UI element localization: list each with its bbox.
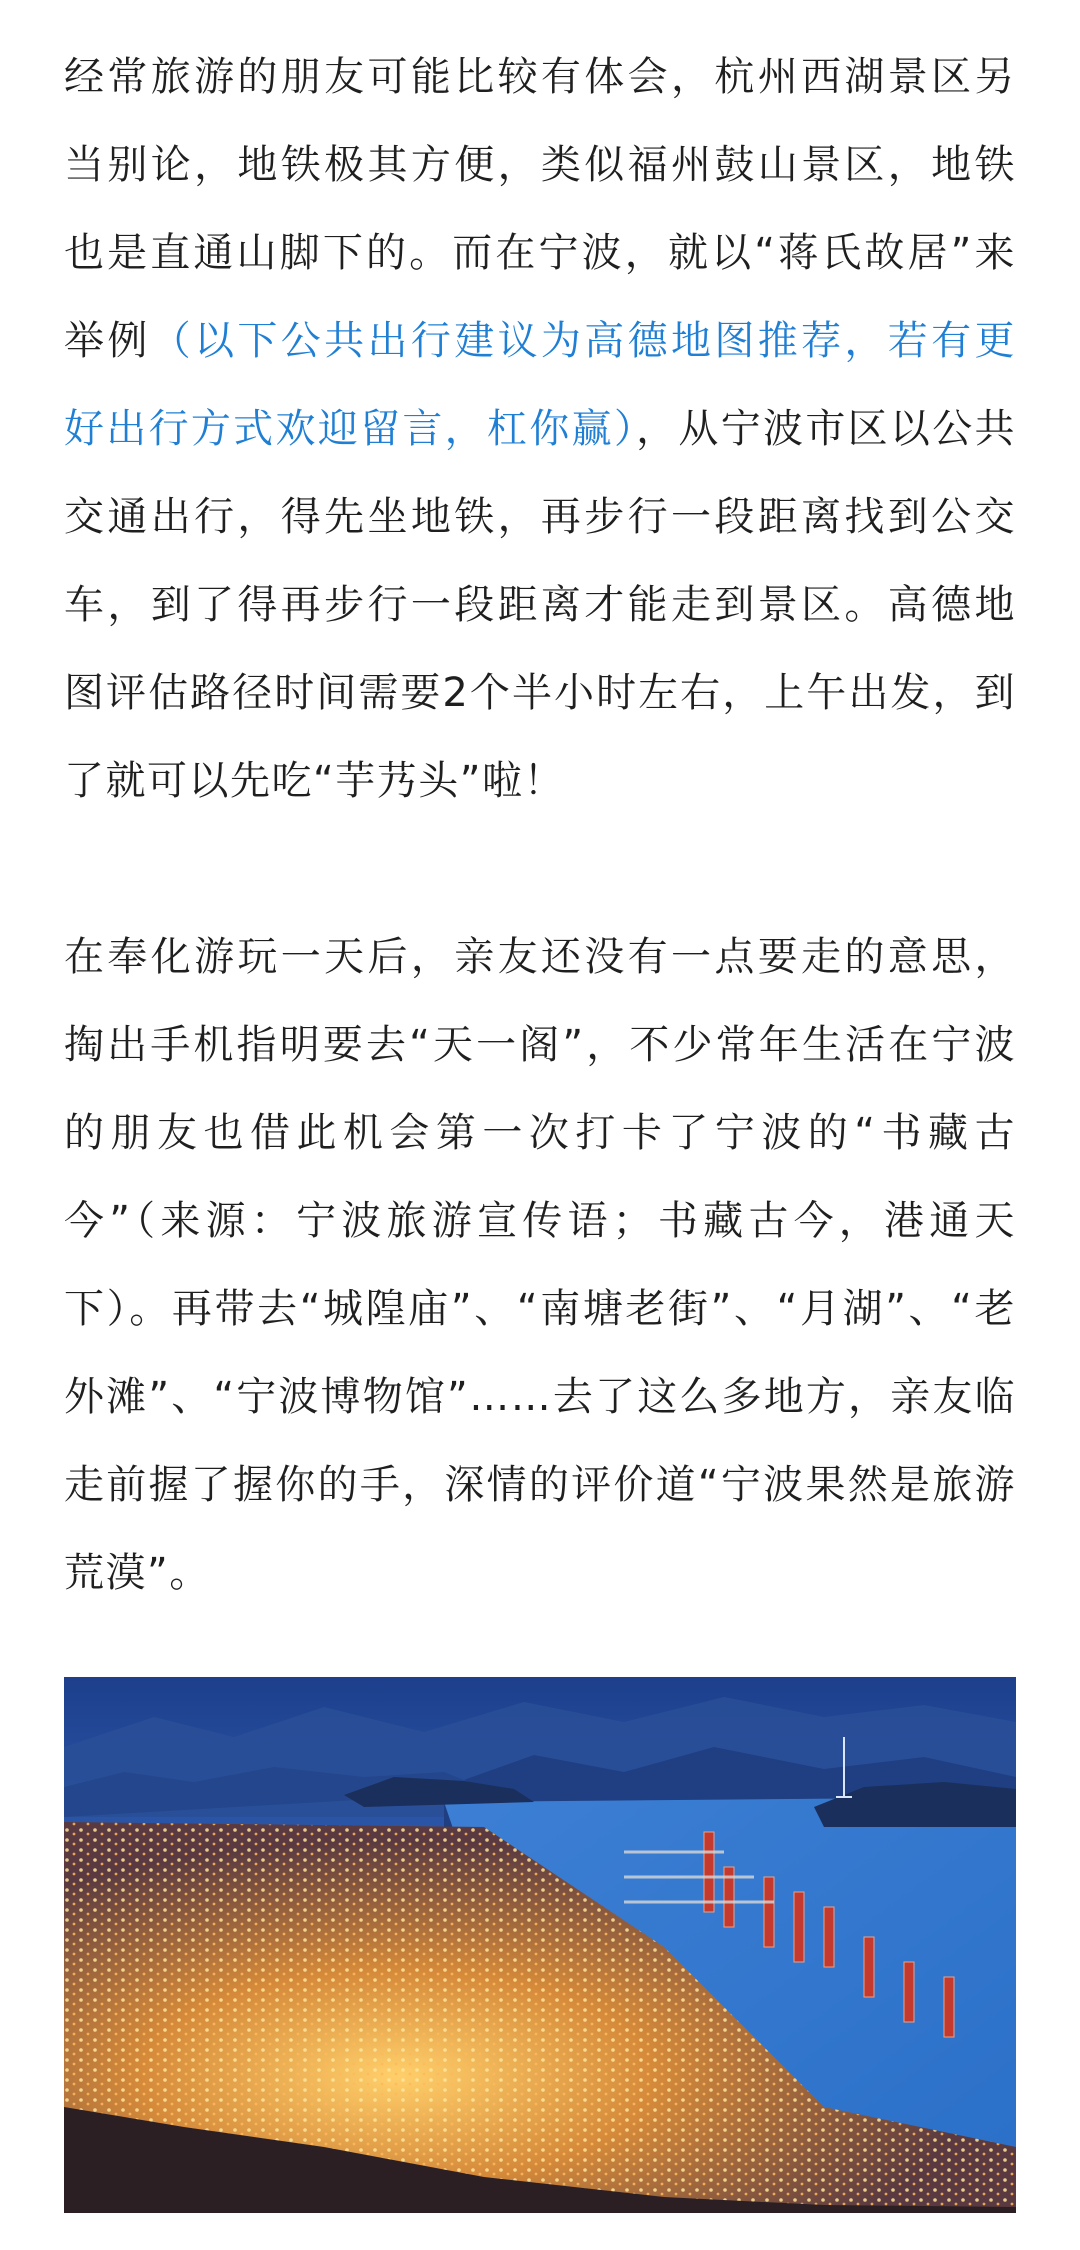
port-night-photo[interactable] xyxy=(64,1677,1016,2213)
paragraph-transport xyxy=(64,33,1016,825)
paragraph-tour: 在奉化游玩一天后，亲友还没有一点要走的意思，掏出手机指明要去“天一阁”，不少常年生活在宁波的朋友也借此机会第一次打卡了宁波的“书藏古今”（来源：宁波旅游宣传语；书藏古今，港通天下）。再带去“城隍庙”、“南塘老街”、“月湖”、“老外滩”、“宁波博物馆”……去了这么多地方，亲友临走前握了握你的手，深情的评价道“宁波果然是旅游荒漠”。 xyxy=(64,934,1016,1596)
article-body xyxy=(64,0,1016,2250)
paragraph-transport-text: 经常旅游的朋友可能比较有体会，杭州西湖景区另当别论，地铁极其方便，类似福州鼓山景区，地铁也是直通山脚下的。而在宁波，就以“蒋氏故居”来举例 xyxy=(64,54,1016,364)
travel-advice-note: （以下公共出行建议为高德地图推荐，若有更好出行方式欢迎留言，杠你赢） xyxy=(64,318,1017,452)
paragraph-transport-text-cont: ，从宁波市区以公共交通出行，得先坐地铁，再步行一段距离找到公交车，到了得再步行一段距离才能走到景区。高德地图评估路径时间需要2个半小时左右，上午出发，到了就可以先吃“芋艿头”啦！ xyxy=(64,406,1017,804)
